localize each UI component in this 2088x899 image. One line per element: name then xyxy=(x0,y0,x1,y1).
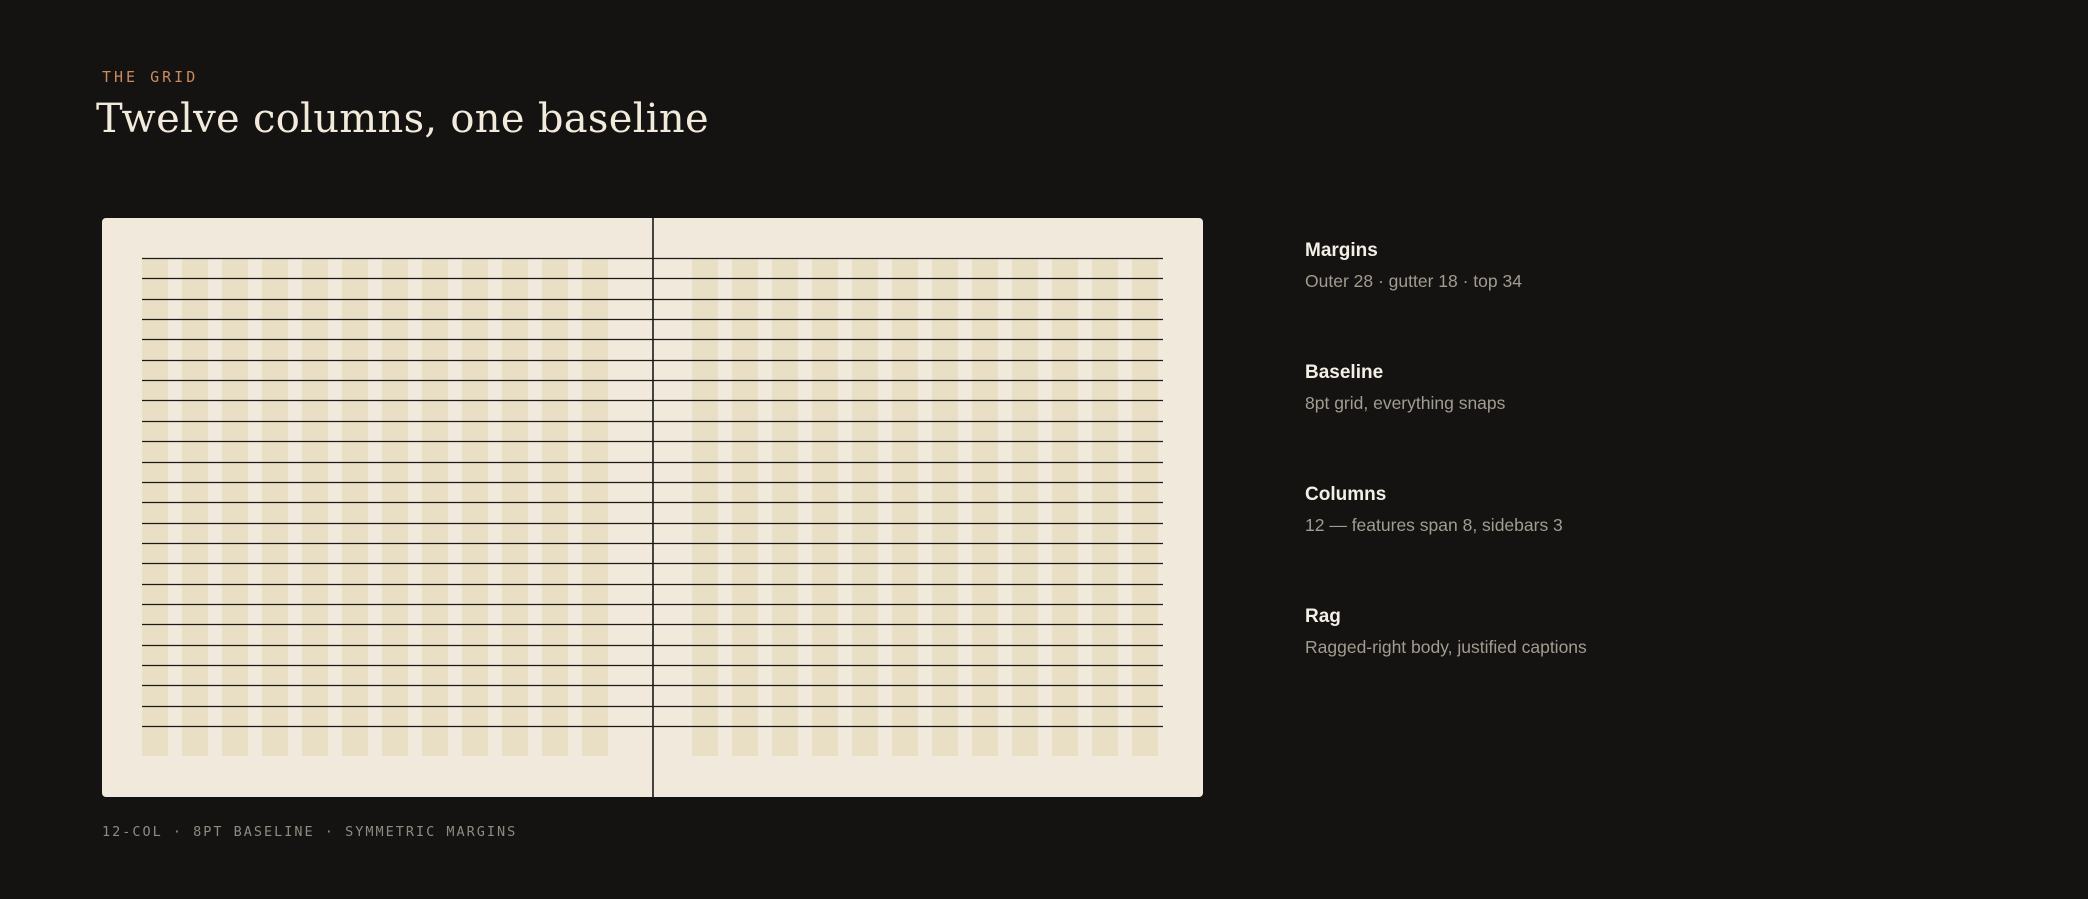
grid-column xyxy=(222,258,248,756)
grid-column xyxy=(502,258,528,756)
spec-item-columns xyxy=(1305,484,1905,606)
grid-column xyxy=(422,258,448,756)
spec-label: Columns xyxy=(1305,484,1387,505)
grid-column xyxy=(972,258,998,756)
spec-value: Outer 28 · gutter 18 · top 34 xyxy=(1305,271,1522,291)
grid-column xyxy=(852,258,878,756)
grid-column xyxy=(772,258,798,756)
grid-column xyxy=(1132,258,1158,756)
spec-value: Ragged-right body, justified captions xyxy=(1305,637,1587,657)
grid-column xyxy=(812,258,838,756)
grid-column xyxy=(732,258,758,756)
spec-value: 8pt grid, everything snaps xyxy=(1305,393,1506,413)
grid-column xyxy=(462,258,488,756)
grid-spread-diagram xyxy=(102,218,1203,797)
spec-label: Baseline xyxy=(1305,362,1384,383)
grid-column xyxy=(542,258,568,756)
grid-column xyxy=(582,258,608,756)
grid-column xyxy=(342,258,368,756)
grid-column xyxy=(302,258,328,756)
spec-item-rag xyxy=(1305,606,1905,728)
spec-item-baseline xyxy=(1305,362,1905,484)
grid-column xyxy=(1092,258,1118,756)
grid-column xyxy=(182,258,208,756)
spec-label: Rag xyxy=(1305,606,1341,627)
spec-value: 12 — features span 8, sidebars 3 xyxy=(1305,515,1563,535)
grid-column xyxy=(1052,258,1078,756)
spec-item-margins xyxy=(1305,240,1905,362)
grid-column xyxy=(142,258,168,756)
page-title: Twelve columns, one baseline xyxy=(96,96,709,142)
grid-column xyxy=(692,258,718,756)
section-eyebrow: THE GRID xyxy=(102,68,199,86)
grid-diagram-svg xyxy=(102,218,1203,797)
grid-column xyxy=(1012,258,1038,756)
spec-label: Margins xyxy=(1305,240,1378,261)
grid-column xyxy=(262,258,288,756)
grid-column xyxy=(382,258,408,756)
grid-column xyxy=(892,258,918,756)
grid-column xyxy=(932,258,958,756)
spec-list xyxy=(1305,240,1905,728)
diagram-caption: 12-COL · 8PT BASELINE · SYMMETRIC MARGINS xyxy=(102,824,518,840)
